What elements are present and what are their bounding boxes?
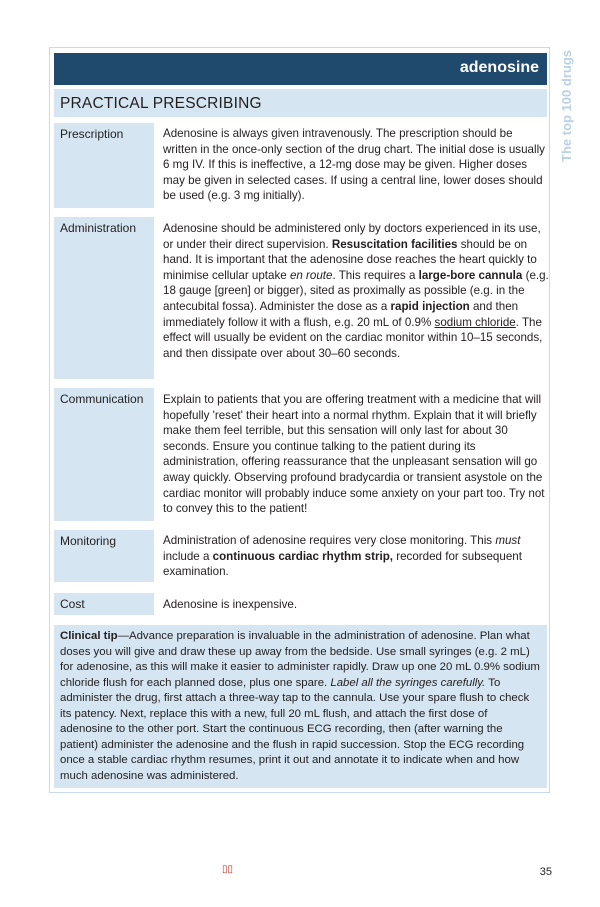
italic-run: Label all the syringes carefully. — [330, 676, 486, 689]
text-run: and then immediately follow it with a flush, e.g. 20 mL of 0.9% — [163, 299, 519, 329]
row-text-prescription: Adenosine is always given intravenously. The prescription should be written in the once-only section of the drug chart. The initial dose is usually 6 mg IV. If this is ineffective, a 12-mg dose may be given. Higher doses may be given in selected cases. If using a central line, lower doses should be used (e.g. 3 mg initially). — [163, 127, 545, 203]
link-sodium-chloride: sodium chloride — [434, 315, 516, 329]
label-text: Administration — [60, 221, 137, 235]
row-label-administration — [54, 217, 154, 379]
label-text: Prescription — [60, 127, 124, 141]
italic-run: must — [495, 534, 521, 547]
side-label — [556, 50, 578, 170]
row-label-monitoring — [54, 530, 154, 582]
row-label-cost — [54, 593, 154, 615]
section-header — [54, 89, 547, 117]
row-text-communication: Explain to patients that you are offering treatment with a medicine that will hopefully 'reset' their heart into a normal rhythm. Explain that it will briefly make them feel terrible, but this sensation will only last for about 30 seconds. Ensure you continue talking to the patient during its administration, offering reassurance that the unpleasant sensation will go away quickly. Observing profound bradycardia or transient asystole on the cardiac monitor will probably induce some anxiety on your part too. Try not to convey this to the patient! — [163, 393, 545, 516]
bold-run: Resuscitation facilities — [331, 237, 458, 251]
side-label-text: The top 100 drugs — [559, 50, 574, 162]
row-label-communication — [54, 388, 154, 521]
text-run: include a — [163, 549, 213, 563]
row-label-prescription — [54, 123, 154, 208]
text-run: . The effect will usually be evident on the cardiac monitor within 10–15 seconds, and then dissipate over about 30–60 seconds. — [163, 315, 543, 360]
page-number: 35 — [539, 866, 552, 878]
bold-run: large-bore cannula — [418, 268, 523, 282]
label-text: Cost — [60, 597, 85, 611]
italic-run: en route — [289, 268, 333, 282]
text-run: Adenosine should be administered only by doctors experienced in its use, or under their direct supervision. — [163, 222, 541, 251]
clinical-tip-heading: Clinical tip — [60, 630, 118, 642]
text-run: (e.g. 18 gauge [green] or bigger), sited as proximally as possible (e.g. in the antecubital fossa). Administer the dose as a — [163, 268, 549, 313]
bold-run: continuous cardiac rhythm strip, — [212, 549, 394, 563]
text-run: To administer the drug, first attach a three-way tap to the cannula. Use your spare flush to check its patency. Next, replace this with a new, full 20 mL flush, and attach the first dose of adenosine to the other port. Start the continuous ECG recording, then (after warning the patient) administer the adenosine and the flush in rapid succession. Stop the ECG recording once a stable cardiac rhythm resumes, print it out and annotate it to indicate when and how much adenosine was administered. — [60, 676, 530, 782]
row-text-cost: Adenosine is inexpensive. — [163, 598, 298, 611]
row-text-administration — [163, 221, 549, 361]
section-title: PRACTICAL PRESCRIBING — [60, 95, 262, 112]
drug-title: adenosine — [459, 59, 539, 76]
text-run: —Advance preparation is invaluable in the administration of adenosine. Plan what doses you will give and draw these up away from the bedside. Use small syringes (e.g. 2 mL) for adenosine, as this will make it easier to administer rapidly. Draw up one 20 mL 0.9% sodium chloride flush for each planned dose, plus one spare. — [60, 630, 540, 689]
label-text: Monitoring — [60, 534, 117, 548]
text-run: . This requires a — [332, 268, 419, 282]
clinical-tip-box — [54, 625, 547, 788]
drug-title-bar — [54, 53, 547, 85]
row-text-monitoring — [163, 533, 549, 580]
text-run: Administration of adenosine requires very close monitoring. This — [163, 534, 496, 547]
text-run: recorded for subsequent examination. — [163, 549, 522, 579]
text-run: should be on hand. It is important that the adenosine dose reaches the heart quickly to minimise cellular uptake — [163, 237, 537, 282]
footer-mark: ▯▯ — [222, 864, 234, 875]
label-text: Communication — [60, 392, 144, 406]
bold-run: rapid injection — [390, 299, 470, 313]
